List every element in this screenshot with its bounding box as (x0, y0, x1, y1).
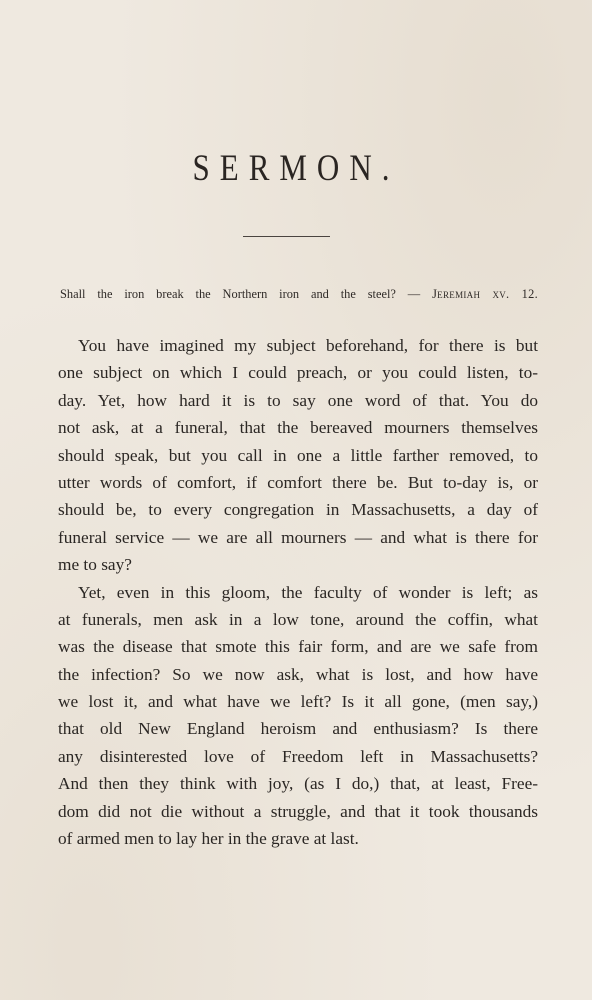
paragraph-line: me to say? (58, 555, 132, 575)
paragraph-line: Yet, even in this gloom, the faculty of wonder is left; as (78, 582, 538, 602)
paragraph-line: dom did not die without a struggle, and that it took thousands (58, 801, 538, 821)
epigraph-reference: Jeremiah xv. 12. (432, 287, 538, 301)
paragraph-line: the infection? So we now ask, what is lost, and how have (58, 664, 538, 684)
epigraph (60, 287, 538, 302)
paragraph-line: any disinterested love of Freedom left in Massachusetts? (58, 746, 538, 766)
paragraph-line: day. Yet, how hard it is to say one word of that. You do (58, 390, 538, 410)
title-divider (243, 236, 330, 237)
paragraph-line: was the disease that smote this fair form, and are we safe from (58, 637, 538, 657)
page-title: SERMON. (192, 146, 400, 189)
epigraph-text: Shall the iron break the Northern iron and the steel? — (60, 287, 433, 301)
paragraph-line: funeral service — we are all mourners — and what is there for (58, 527, 538, 547)
paragraph-line: at funerals, men ask in a low tone, around the coffin, what (58, 609, 538, 629)
paragraph-line: And then they think with joy, (as I do,) that, at least, Free- (58, 774, 538, 794)
paragraph-line: of armed men to lay her in the grave at last. (58, 829, 359, 849)
paragraph-line: should be, to every congregation in Massachusetts, a day of (58, 500, 538, 520)
paragraph-1 (58, 332, 538, 579)
paragraph-line: should speak, but you call in one a little farther removed, to (58, 445, 538, 465)
paragraph-line: You have imagined my subject beforehand, for there is but (78, 336, 538, 355)
paragraph-line: one subject on which I could preach, or you could listen, to- (58, 363, 538, 383)
paragraph-line: that old New England heroism and enthusiasm? Is there (58, 719, 538, 739)
paragraph-line: not ask, at a funeral, that the bereaved mourners themselves (58, 418, 538, 438)
sermon-body (58, 332, 538, 852)
paragraph-line: we lost it, and what have we left? Is it all gone, (men say,) (58, 692, 538, 712)
paragraph-line: utter words of comfort, if comfort there be. But to-day is, or (58, 472, 538, 492)
paragraph-2 (58, 579, 538, 853)
